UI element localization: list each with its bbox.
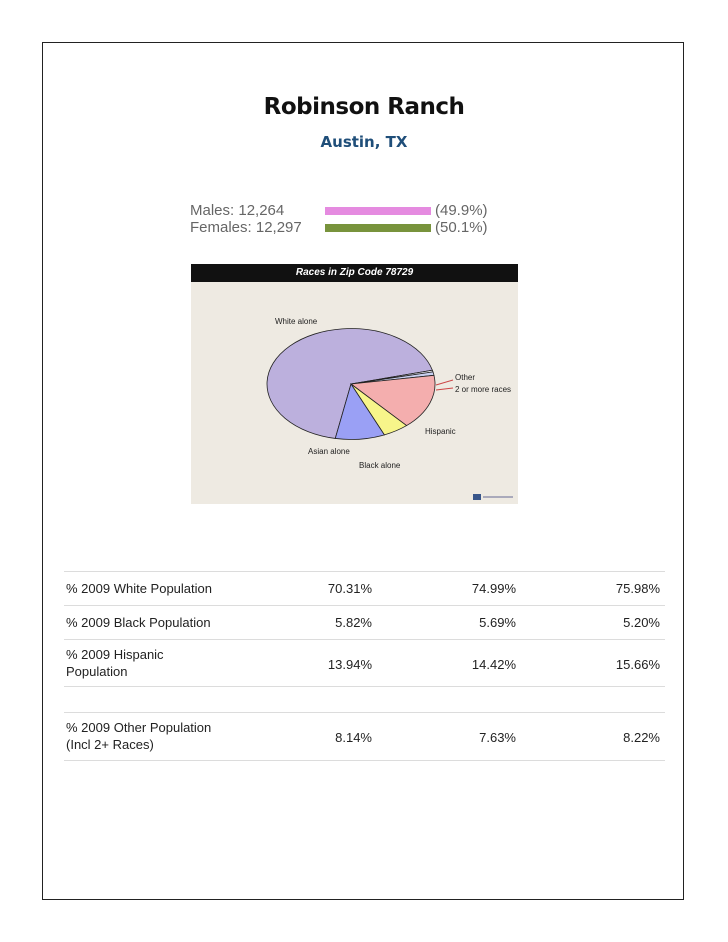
females-bar: [325, 224, 431, 232]
males-label: Males: 12,264: [190, 202, 285, 219]
row-label: % 2009 Black Population: [66, 615, 211, 630]
two-or-more-leader-line: [436, 388, 453, 390]
row-value: 7.63%: [479, 730, 516, 745]
table-row: [64, 712, 665, 761]
row-label-line: % 2009 Other Population: [66, 720, 212, 735]
females-label: Females: 12,297: [190, 219, 302, 236]
row-value: 8.14%: [335, 730, 372, 745]
label-other: Other: [455, 373, 476, 382]
page-subtitle: Austin, TX: [320, 133, 408, 151]
males-percent: (49.9%): [435, 202, 488, 219]
row-label: [66, 719, 211, 753]
population-table: [64, 571, 665, 761]
label-two-or-more-races: 2 or more races: [455, 385, 512, 394]
other-leader-line: [436, 380, 453, 385]
label-asian-alone: Asian alone: [308, 447, 350, 456]
source-watermark-logo: [473, 494, 513, 500]
row-value: 74.99%: [471, 581, 516, 596]
females-percent: (50.1%): [435, 219, 488, 236]
row-label-line: % 2009 Hispanic: [66, 647, 164, 662]
label-hispanic: Hispanic: [425, 427, 456, 436]
females-row: [190, 219, 520, 236]
row-label-line: (Incl 2+ Races): [66, 737, 154, 752]
table-row: [64, 571, 665, 605]
row-label: % 2009 White Population: [66, 581, 212, 596]
row-value: 70.31%: [327, 581, 372, 596]
table-row: [64, 639, 665, 686]
label-white-alone: White alone: [275, 317, 318, 326]
males-row: [190, 202, 520, 219]
label-black-alone: Black alone: [359, 461, 401, 470]
page-title: Robinson Ranch: [263, 94, 465, 120]
row-label-line: Population: [66, 664, 128, 679]
row-value: 15.66%: [615, 657, 660, 672]
males-bar: [325, 207, 431, 215]
row-value: 5.69%: [479, 615, 516, 630]
row-label: [66, 646, 164, 680]
gender-breakdown: [190, 202, 520, 238]
row-value: 75.98%: [615, 581, 660, 596]
table-row: [64, 605, 665, 639]
pie-chart-svg: [191, 282, 518, 504]
row-value: 8.22%: [623, 730, 660, 745]
pie-chart-header: Races in Zip Code 78729: [191, 264, 518, 282]
row-value: 13.94%: [327, 657, 372, 672]
table-row-spacer: [64, 686, 665, 712]
row-value: 5.82%: [335, 615, 372, 630]
row-value: 5.20%: [623, 615, 660, 630]
row-value: 14.42%: [471, 657, 516, 672]
race-pie-chart: [191, 264, 518, 504]
